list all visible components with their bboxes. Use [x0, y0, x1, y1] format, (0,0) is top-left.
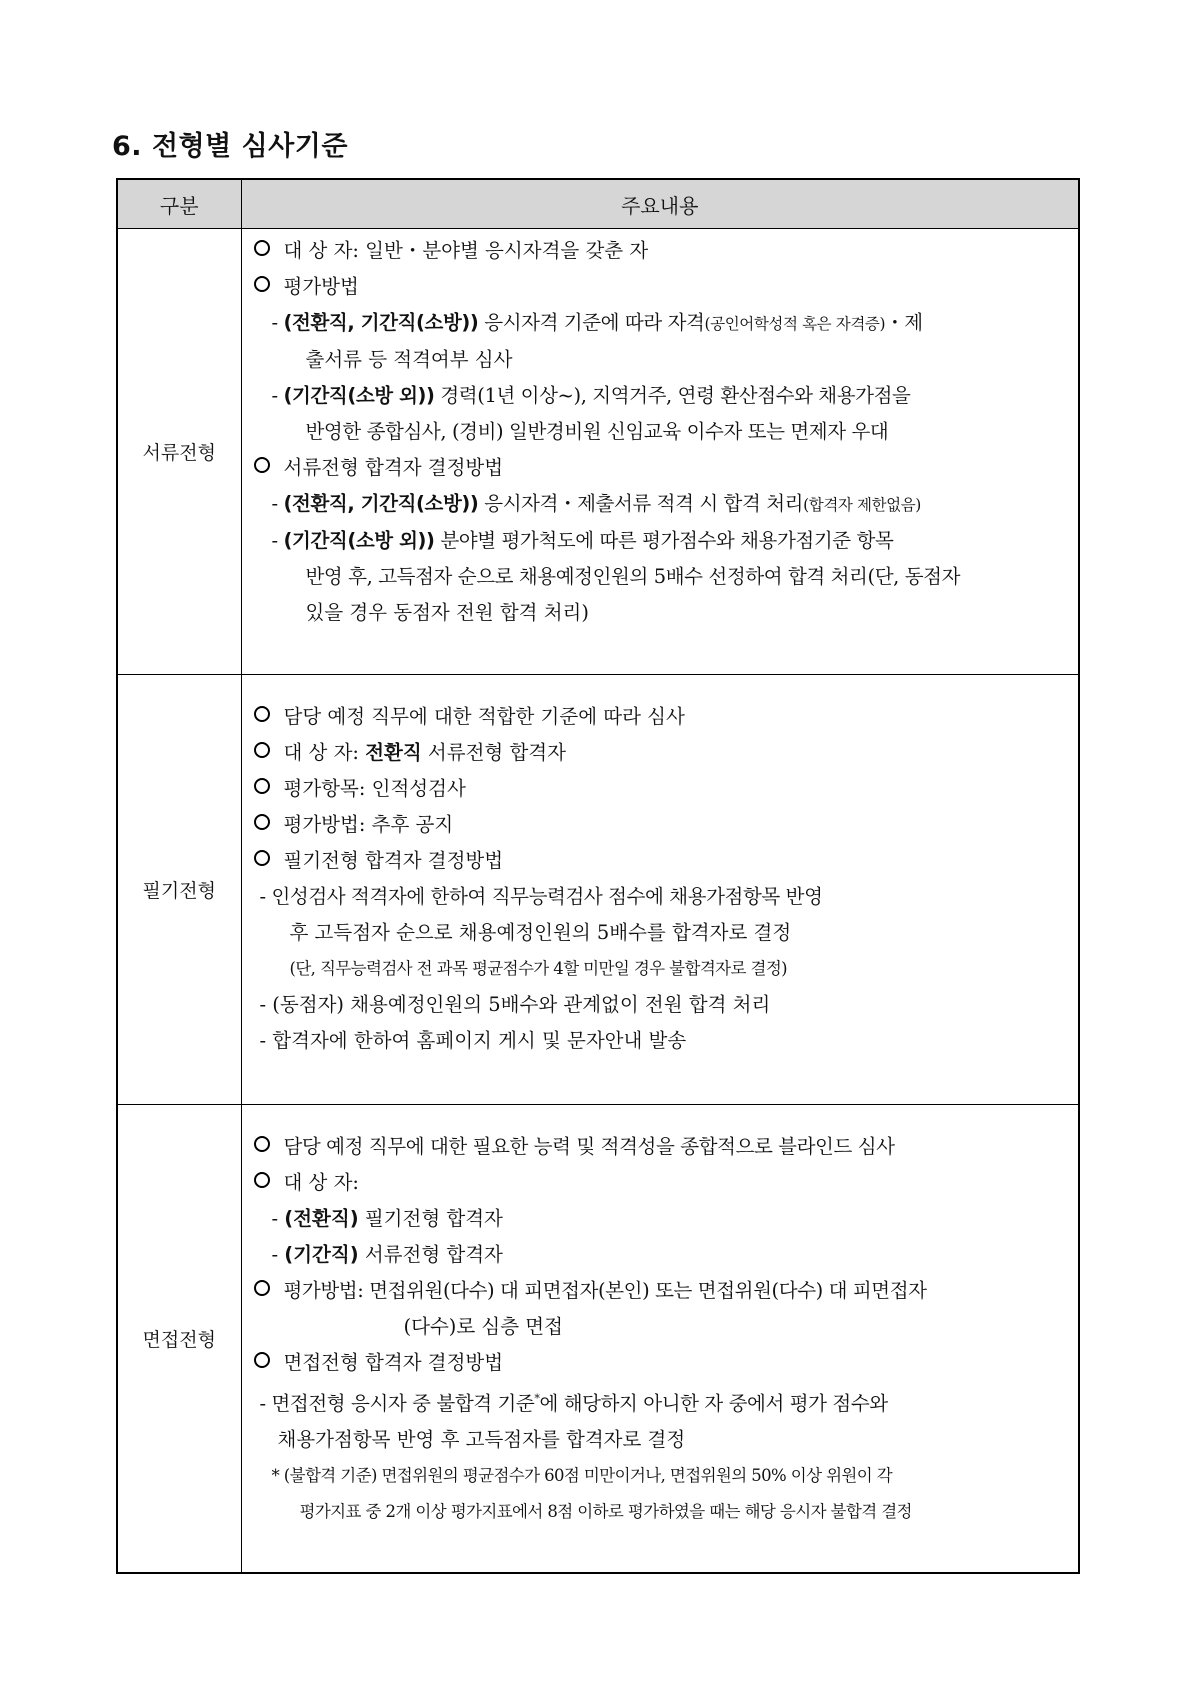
- list-item: - (전환직, 기간직(소방)) 응시자격 기준에 따라 자격(공인어학성적 혹은 자격증)・제: [271, 311, 923, 334]
- table-row-document-screening: [117, 229, 1079, 675]
- list-item: - 합격자에 한하여 홈페이지 게시 및 문자안내 발송: [259, 1029, 687, 1052]
- list-item: 평가방법: 면접위원(다수) 대 피면접자(본인) 또는 면접위원(다수) 대 피면접자: [254, 1273, 1069, 1309]
- list-item: 반영한 종합심사, (경비) 일반경비원 신임교육 이수자 또는 면제자 우대: [305, 420, 889, 443]
- footnote: 평가지표 중 2개 이상 평가지표에서 8점 이하로 평가하였을 때는 해당 응시자 불합격 결정: [299, 1502, 912, 1521]
- category-cell: 면접전형: [117, 1105, 241, 1573]
- list-item: - (전환직, 기간직(소방)) 응시자격・제출서류 적격 시 합격 처리(합격자 제한없음): [271, 492, 921, 515]
- table-header-row: [117, 179, 1079, 229]
- circle-bullet-icon: [254, 457, 270, 473]
- list-item: 반영 후, 고득점자 순으로 채용예정인원의 5배수 선정하여 합격 처리(단, 동점자: [305, 565, 961, 588]
- list-item: 채용가점항목 반영 후 고득점자를 합격자로 결정: [277, 1428, 686, 1451]
- circle-bullet-icon: [254, 850, 270, 866]
- list-item: (다수)로 심층 면접: [403, 1315, 563, 1338]
- circle-bullet-icon: [254, 276, 270, 292]
- circle-bullet-icon: [254, 1352, 270, 1368]
- footnote: * (불합격 기준) 면접위원의 평균점수가 60점 미만이거나, 면접위원의 50% 이상 위원이 각: [271, 1466, 893, 1485]
- content-cell: [241, 675, 1079, 1105]
- circle-bullet-icon: [254, 240, 270, 256]
- circle-bullet-icon: [254, 1172, 270, 1188]
- category-cell: 서류전형: [117, 229, 241, 675]
- list-item: 출서류 등 적격여부 심사: [305, 348, 513, 371]
- list-item: 서류전형 합격자 결정방법: [254, 450, 1069, 486]
- list-item: 필기전형 합격자 결정방법: [254, 843, 1069, 879]
- circle-bullet-icon: [254, 1280, 270, 1296]
- list-item: 담당 예정 직무에 대한 적합한 기준에 따라 심사: [254, 699, 1069, 735]
- list-item: - (기간직) 서류전형 합격자: [271, 1243, 503, 1266]
- circle-bullet-icon: [254, 1136, 270, 1152]
- list-item: 대 상 자:: [254, 1165, 1069, 1201]
- criteria-table: [116, 178, 1080, 1574]
- list-item: - 면접전형 응시자 중 불합격 기준*에 해당하지 아니한 자 중에서 평가 점수와: [259, 1392, 888, 1415]
- list-item: 면접전형 합격자 결정방법: [254, 1345, 1069, 1381]
- list-item: (단, 직무능력검사 전 과목 평균점수가 4할 미만일 경우 불합격자로 결정): [289, 959, 788, 978]
- circle-bullet-icon: [254, 706, 270, 722]
- circle-bullet-icon: [254, 778, 270, 794]
- list-item: 대 상 자: 일반・분야별 응시자격을 갖춘 자: [254, 233, 1069, 269]
- page-title: 6. 전형별 심사기준: [112, 131, 348, 162]
- list-item: 대 상 자: 전환직 서류전형 합격자: [254, 735, 1069, 771]
- list-item: - (기간직(소방 외)) 경력(1년 이상~), 지역거주, 연령 환산점수와 채용가점을: [271, 384, 911, 407]
- list-item: 평가방법: 추후 공지: [254, 807, 1069, 843]
- list-item: 후 고득점자 순으로 채용예정인원의 5배수를 합격자로 결정: [289, 921, 792, 944]
- list-item: - (전환직) 필기전형 합격자: [271, 1207, 503, 1230]
- list-item: 있을 경우 동점자 전원 합격 처리): [305, 601, 589, 624]
- table-row-written-test: [117, 675, 1079, 1105]
- circle-bullet-icon: [254, 742, 270, 758]
- category-cell: 필기전형: [117, 675, 241, 1105]
- list-item: 평가방법: [254, 269, 1069, 305]
- circle-bullet-icon: [254, 814, 270, 830]
- list-item: 담당 예정 직무에 대한 필요한 능력 및 적격성을 종합적으로 블라인드 심사: [254, 1129, 1069, 1165]
- header-category: 구분: [117, 179, 241, 229]
- table-row-interview: [117, 1105, 1079, 1573]
- list-item: - 인성검사 적격자에 한하여 직무능력검사 점수에 채용가점항목 반영: [259, 885, 823, 908]
- list-item: - (기간직(소방 외)) 분야별 평가척도에 따른 평가점수와 채용가점기준 항목: [271, 529, 894, 552]
- header-content: 주요내용: [241, 179, 1079, 229]
- content-cell: [241, 1105, 1079, 1573]
- list-item: 평가항목: 인적성검사: [254, 771, 1069, 807]
- content-cell: [241, 229, 1079, 675]
- list-item: - (동점자) 채용예정인원의 5배수와 관계없이 전원 합격 처리: [259, 993, 771, 1016]
